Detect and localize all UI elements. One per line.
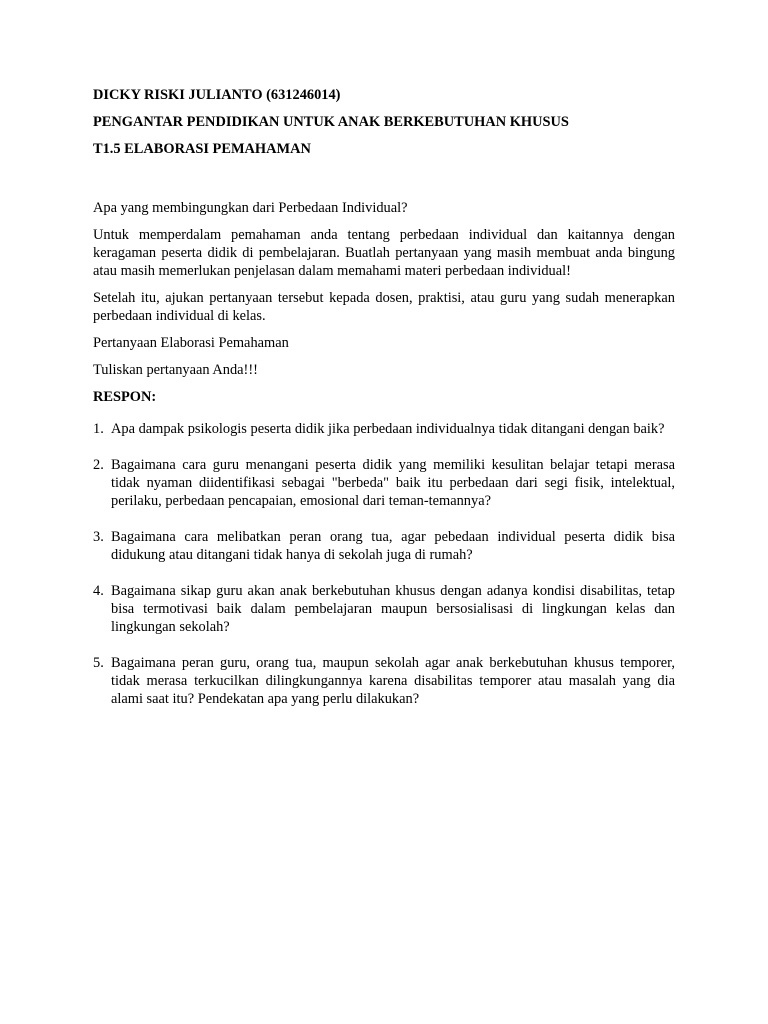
question-text: Apa yang membingungkan dari Perbedaan Individual? <box>93 200 408 216</box>
list-item-number: 3. <box>93 529 104 546</box>
list-item-number: 5. <box>93 655 104 672</box>
list-item <box>93 654 675 708</box>
section-label: Pertanyaan Elaborasi Pemahaman <box>93 335 289 351</box>
list-item <box>93 456 675 510</box>
intro-paragraph: Untuk memperdalam pemahaman anda tentang perbedaan individual dan kaitannya dengan keragaman peserta didik di pembelajaran. Buatlah pertanyaan yang masih membuat anda bingung atau masih memerlukan penjelasan dalam memahami materi perbedaan individual! <box>93 227 675 279</box>
list-item <box>93 582 675 636</box>
list-item-number: 2. <box>93 457 104 474</box>
response-list <box>93 420 675 708</box>
list-item <box>93 420 675 438</box>
course-heading: PENGANTAR PENDIDIKAN UNTUK ANAK BERKEBUTUHAN KHUSUS <box>93 114 569 130</box>
list-item-text: Apa dampak psikologis peserta didik jika perbedaan individualnya tidak ditangani dengan baik? <box>111 421 665 438</box>
respon-heading: RESPON: <box>93 389 157 405</box>
list-item-number: 1. <box>93 421 104 438</box>
prompt-text: Tuliskan pertanyaan Anda!!! <box>93 362 258 378</box>
list-item-text: Bagaimana peran guru, orang tua, maupun sekolah agar anak berkebutuhan khusus temporer, tidak merasa terkucilkan dilingkungannya karena disabilitas temporer atau masalah yang dia alami saat itu? Pendekatan apa yang perlu dilakukan? <box>111 655 675 708</box>
list-item-text: Bagaimana cara melibatkan peran orang tua, agar pebedaan individual peserta didik bisa didukung atau ditangani tidak hanya di sekolah juga di rumah? <box>111 529 675 564</box>
list-item-text: Bagaimana sikap guru akan anak berkebutuhan khusus dengan adanya kondisi disabilitas, tetap bisa termotivasi baik dalam pembelajaran maupun bersosialisasi di lingkungan kelas dan lingkungan sekolah? <box>111 583 675 636</box>
document-page <box>93 86 675 726</box>
list-item-number: 4. <box>93 583 104 600</box>
after-paragraph: Setelah itu, ajukan pertanyaan tersebut kepada dosen, praktisi, atau guru yang sudah menerapkan perbedaan individual di kelas. <box>93 290 675 324</box>
list-item <box>93 528 675 564</box>
author-heading: DICKY RISKI JULIANTO (631246014) <box>93 87 341 103</box>
task-heading: T1.5 ELABORASI PEMAHAMAN <box>93 141 311 157</box>
list-item-text: Bagaimana cara guru menangani peserta didik yang memiliki kesulitan belajar tetapi merasa tidak nyaman diidentifikasi sebagai "berbeda" baik itu perbedaan dari segi fisik, intelektual, perilaku, perbedaan pencapaian, emosional dari teman-temannya? <box>111 457 675 510</box>
